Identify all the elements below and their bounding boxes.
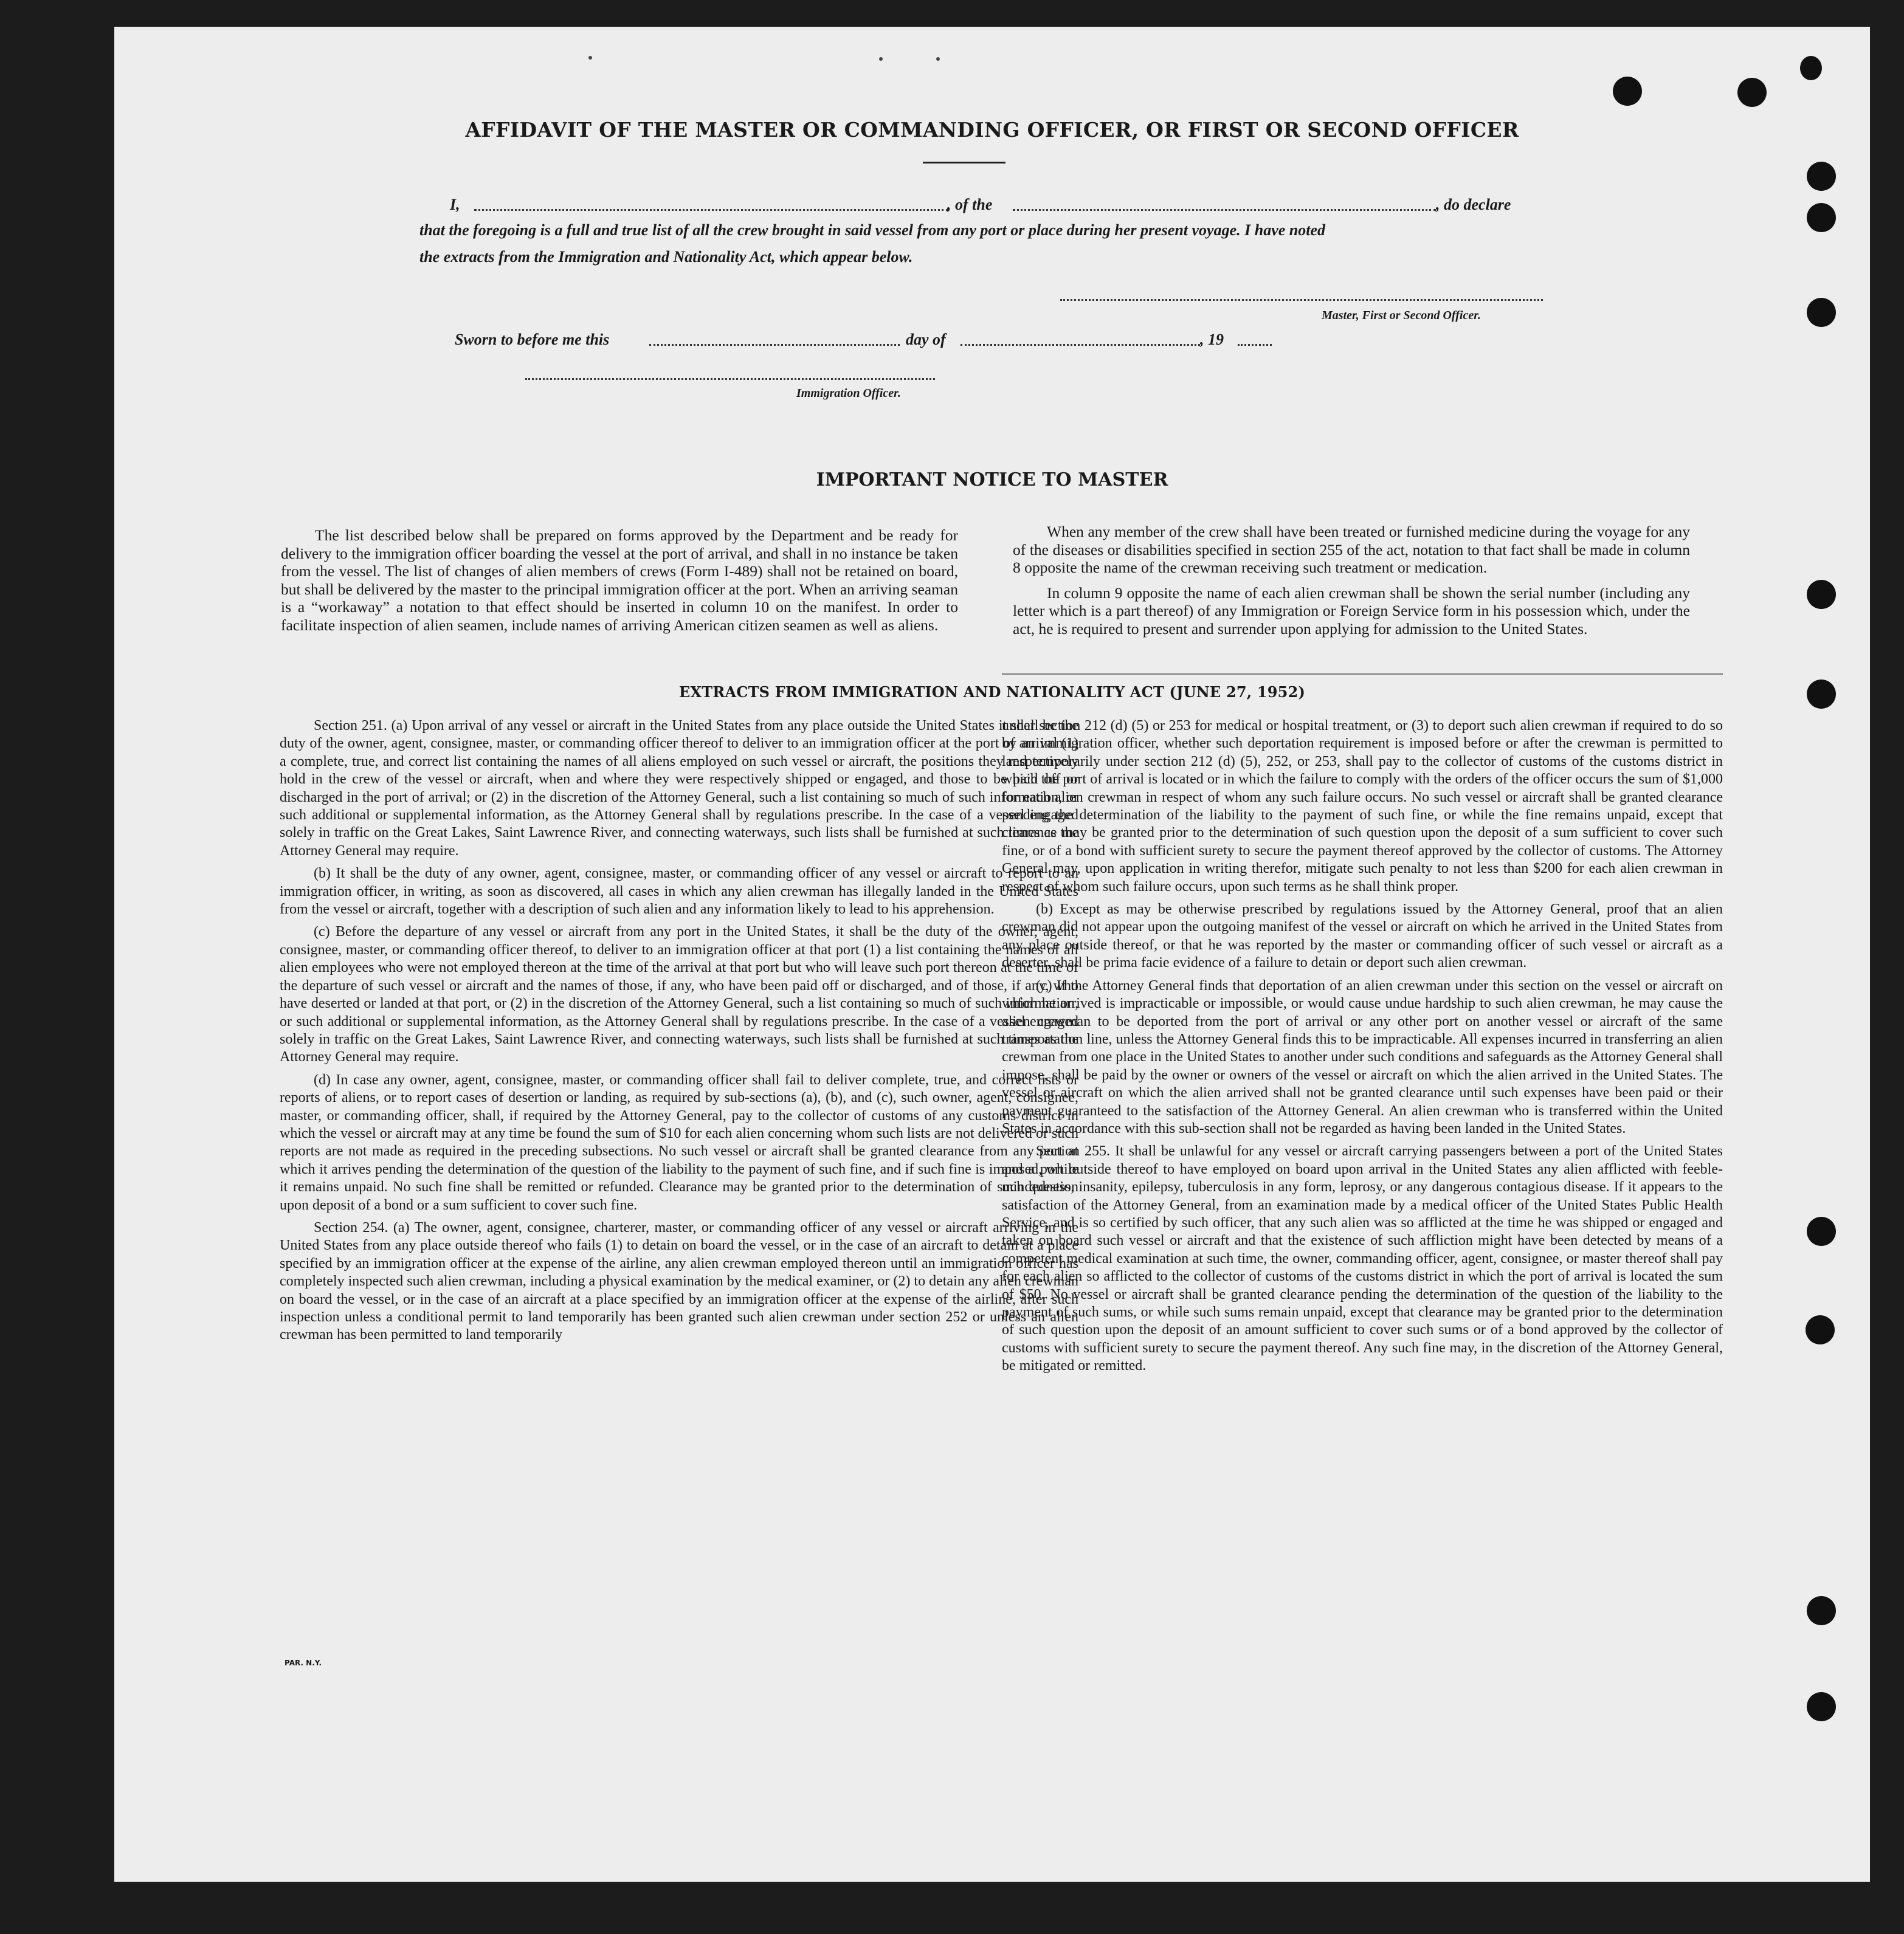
sworn-date-field[interactable] xyxy=(649,344,900,346)
notice-left-paragraph: The list described below shall be prepared on forms approved by the Department and be ready for delivery to the immigration officer boarding the vessel at the port of arrival, and shall in no instance be taken from the vessel. The list of changes of alien members of crews (Form I-489) shall not be retained on board, but shall be delivered by the master to the principal immigration officer at the port. When an arriving seaman is a “workaway” a notation to that effect should be inserted in column 10 on the manifest. In order to facilitate inspection of alien seamen, include names of arriving American citizen seamen as well as aliens. xyxy=(281,526,958,634)
signature-label: Master, First or Second Officer. xyxy=(1322,309,1481,322)
declarant-name-field[interactable] xyxy=(474,209,948,211)
declaration-text-2: the extracts from the Immigration and Nationality Act, which appear below. xyxy=(419,248,913,266)
section-255: Section 255. It shall be unlawful for any vessel or aircraft carrying passengers between a port of the United States and a port outside thereof to have employed on board upon arrival in the United States any alien afflicted with feeble-mindedness, insanity, epilepsy, tuberculosis in any form, leprosy, or any dangerous contagious disease. If it appears to the satisfaction of the Attorney General, from an examination made by a medical officer of the United States Public Health Service, and is so certified by such officer, that any such alien was so afflicted at the time he was shipped or engaged and taken on board such vessel or aircraft and that the existence of such affliction might have been detected by means of a competent medical examination at such time, the owner, commanding officer, agent, consignee, or master thereof shall pay for each alien so afflicted to the collector of customs of the customs district in which the port of arrival is located the sum of $50. No vessel or aircraft shall be granted clearance pending the determination of the question of the liability to the payment of such sums, or while such sums remain unpaid, except that clearance may be granted prior to the determination of such question upon the deposit of an amount sufficient to cover such sums or of a bond approved by the collector of customs with sufficient surety to secure the payment thereof. Any such fine may, in the discretion of the Attorney General, be mitigated or remitted. xyxy=(1002,1143,1723,1374)
section-254c: (c) If the Attorney General finds that deportation of an alien crewman under this section on the vessel or aircraft on which he arrived is impracticable or impossible, or would cause undue hardship to such alien crewman, he may cause the alien crewman to be deported from the port of arrival or any other port on another vessel or aircraft of the same transportation line, unless the Attorney General finds this to be impracticable. All expenses incurred in transferring an alien crewman from one place in the United States to another under such conditions and safeguards as the Attorney General shall impose, shall be paid by the owner or owners of the vessel or aircraft on which the alien arrived in the United States. The vessel or aircraft on which the alien arrived shall not be granted clearance until such expenses have been paid or their payment guaranteed to the satisfaction of the Attorney General. An alien crewman who is transferred within the United States in accordance with this sub-section shall not be regarded as having been landed in the United States. xyxy=(1002,977,1723,1137)
extracts-right-column xyxy=(1002,717,1723,1377)
day-of-label: day of xyxy=(906,331,946,348)
of-the-label: , of the xyxy=(947,196,993,213)
notice-title: IMPORTANT NOTICE TO MASTER xyxy=(816,469,1168,490)
punch-hole xyxy=(1737,78,1767,107)
extracts-title: EXTRACTS FROM IMMIGRATION AND NATIONALITY ACT (JUNE 27, 1952) xyxy=(678,683,1306,701)
speck xyxy=(879,57,883,61)
punch-hole xyxy=(1800,56,1822,80)
immigration-officer-label: Immigration Officer. xyxy=(796,387,901,400)
punch-hole xyxy=(1807,203,1836,232)
sworn-month-field[interactable] xyxy=(961,344,1200,346)
section-251d: (d) In case any owner, agent, consignee, master, or commanding officer shall fail to deliver complete, true, and correct lists or reports of aliens, or to report cases of desertion or landing, as required by sub-sections (a), (b), and (c), such owner, agent, consignee, master, or commanding officer, shall, if required by the Attorney General, pay to the collector of customs of any customs district in which the vessel or aircraft may at any time be found the sum of $10 for each alien concerning whom such lists are not delivered or such reports are not made as required in the preceding subsections. No such vessel or aircraft shall be granted clearance from any port at which it arrives pending the determination of the question of the liability to the payment of such fine, and if such fine is imposed, while it remains unpaid. No such fine shall be remitted or refunded. Clearance may be granted prior to the determination of such question upon deposit of a bond or a sum sufficient to cover such fine. xyxy=(280,1072,1078,1213)
punch-hole xyxy=(1807,162,1836,191)
affidavit-title: AFFIDAVIT OF THE MASTER OR COMMANDING OFFICER, OR FIRST OR SECOND OFFICER xyxy=(465,118,1519,142)
section-254a: Section 254. (a) The owner, agent, consignee, charterer, master, or commanding officer of any vessel or aircraft arriving in the United States from any place outside thereof who fails (1) to detain on board the vessel, or in the case of an aircraft to detain at a place specified by an immigration officer at the expense of the airline, any alien crewman employed thereon until an immigration officer has completely inspected such alien crewman, including a physical examination by the medical examiner, or (2) to detain any alien crewman on board the vessel, or in the case of an aircraft at a place specified by an immigration officer at the expense of the airline, after such inspection unless a conditional permit to land temporarily has been granted such alien crewman under section 252 or unless an alien crewman has been permitted to land temporarily xyxy=(280,1219,1078,1343)
master-signature-field[interactable] xyxy=(1060,299,1543,301)
speck xyxy=(936,57,940,61)
year-label: , 19 xyxy=(1200,331,1224,348)
notice-right-paragraph-1: When any member of the crew shall have been treated or furnished medicine during the voyage for any of the diseases or disabilities specified in section 255 of the act, notation to that fact shall be made in column 8 opposite the name of the crewman receiving such treatment or medication. xyxy=(1013,523,1690,577)
immigration-officer-signature-field[interactable] xyxy=(525,378,935,380)
notice-right-paragraph-2: In column 9 opposite the name of each alien crewman shall be shown the serial number (including any letter which is a part thereof) of any Immigration or Foreign Service form in his possession which, under the act, he is required to present and surrender upon applying for admission to the United States. xyxy=(1013,583,1690,638)
title-rule xyxy=(923,162,1005,163)
speck xyxy=(588,56,592,60)
printer-mark: PAR. N.Y. xyxy=(285,1659,322,1667)
do-declare-label: , do declare xyxy=(1436,196,1511,213)
section-254a-continued: under section 212 (d) (5) or 253 for medical or hospital treatment, or (3) to deport such alien crewman if required to do so by an immigration officer, whether such deportation requirement is imposed before or after the crewman is permitted to land temporarily under section 212 (d) (5), 252, or 253, shall pay to the collector of customs of the customs district in which the port of arrival is located or in which the failure to comply with the orders of the officer occurs the sum of $1,000 for each alien crewman in respect of whom any such failure occurs. No such vessel or aircraft shall be granted clearance pending the determination of the liability to the payment of such fine, or while the fine remains unpaid, except that clearance may be granted prior to the determination of such question upon the deposit of a sum sufficient to cover such fine, or of a bond with sufficient surety to secure the payment thereof approved by the collector of customs. The Attorney General may, upon application in writing therefor, mitigate such penalty to not less than $200 for each alien crewman in respect of whom such failure occurs, upon such terms as he shall think proper. xyxy=(1002,718,1723,895)
sworn-prefix: Sworn to before me this xyxy=(455,331,610,348)
punch-hole xyxy=(1807,1692,1836,1721)
section-251c: (c) Before the departure of any vessel or aircraft from any port in the United States, it shall be the duty of the owner, agent, consignee, master, or commanding officer thereof, to deliver to an immigration officer at that port (1) a list containing the names of all alien employees who were not employed thereon at the time of the arrival at that port but who will leave such port thereon at the time of the departure of such vessel or aircraft and the names of those, if any, who have been paid off or discharged, and of those, if any, who have deserted or landed at that port, or (2) in the discretion of the Attorney General, such a list containing so much of such information, or such additional or supplemental information, as the Attorney General shall by regulations prescribe. In the case of a vessel engaged solely in traffic on the Great Lakes, Saint Lawrence River, and connecting waterways, such lists shall be furnished at such times as the Attorney General may require. xyxy=(280,924,1078,1065)
punch-hole xyxy=(1807,580,1836,609)
punch-hole xyxy=(1807,1217,1836,1246)
notice-right-column xyxy=(1013,523,1690,638)
notice-left-column xyxy=(281,526,958,635)
vessel-name-field[interactable] xyxy=(1013,209,1436,211)
declarant-prefix: I, xyxy=(450,196,460,213)
punch-hole xyxy=(1613,77,1642,106)
punch-hole xyxy=(1807,1596,1836,1625)
section-251b: (b) It shall be the duty of any owner, agent, consignee, master, or commanding officer of any vessel or aircraft to report to an immigration officer, in writing, as soon as discovered, all cases in which any alien crewman has illegally landed in the United States from the vessel or aircraft, together with a description of such alien and any information likely to lead to his apprehension. xyxy=(280,865,1078,918)
punch-hole xyxy=(1807,298,1836,327)
section-254b: (b) Except as may be otherwise prescribed by regulations issued by the Attorney General, proof that an alien crewman did not appear upon the outgoing manifest of the vessel or aircraft on which he arrived in the United States from any place outside thereof, or that he was reported by the master or commanding officer of such vessel or aircraft as a deserter, shall be prima facie evidence of a failure to detain or deport such alien crewman. xyxy=(1002,901,1723,971)
extracts-left-column xyxy=(280,717,1078,1346)
form-page xyxy=(114,27,1870,1882)
punch-hole xyxy=(1806,1315,1835,1344)
section-251a: Section 251. (a) Upon arrival of any vessel or aircraft in the United States from any place outside the United States it shall be the duty of the owner, agent, consignee, master, or commanding officer thereof to deliver to an immigration officer at the port of arrival (1) a complete, true, and correct list containing the names of all aliens employed on such vessel or aircraft, the positions they respectively hold in the crew of the vessel or aircraft, when and where they were respectively shipped or engaged, and those to be paid off or discharged in the port of arrival; or (2) in the discretion of the Attorney General, such a list containing so much of such information, or such additional or supplemental information, as the Attorney General shall by regulations prescribe. In the case of a vessel engaged solely in traffic on the Great Lakes, Saint Lawrence River, and connecting waterways, such lists shall be furnished at such times as the Attorney General may require. xyxy=(280,718,1078,859)
declaration-text-1: that the foregoing is a full and true list of all the crew brought in said vessel from any port or place during her present voyage. I have noted xyxy=(419,221,1326,239)
extracts-rule xyxy=(1002,673,1723,675)
sworn-year-field[interactable] xyxy=(1238,344,1272,346)
